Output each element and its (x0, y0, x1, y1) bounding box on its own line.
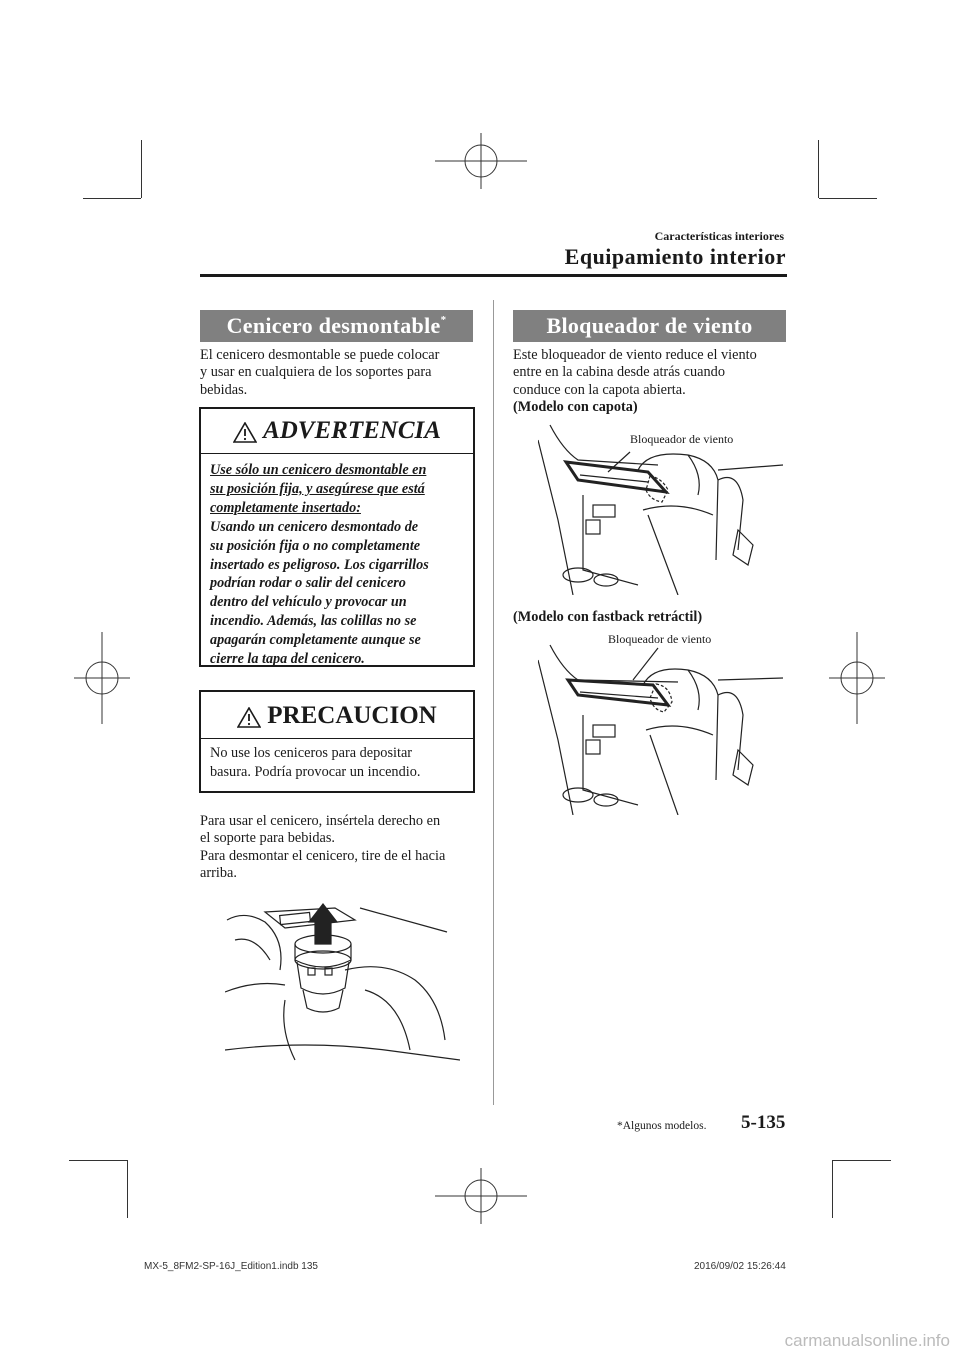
section-label: Características interiores (654, 229, 784, 243)
page-number: 5-135 (741, 1112, 786, 1133)
imprint-file: MX-5_8FM2-SP-16J_Edition1.indb 135 (144, 1261, 318, 1272)
figure-callout: Bloqueador de viento (630, 432, 734, 446)
header-rule (200, 274, 787, 277)
column-divider (493, 300, 494, 1105)
caution-line: basura. Podría provocar un incendio. (210, 764, 421, 780)
box-rule (201, 453, 473, 454)
caution-box (199, 690, 475, 793)
registration-target-icon (435, 1168, 527, 1224)
text-line: el soporte para bebidas. (200, 830, 335, 847)
warning-heading (201, 417, 473, 445)
section-banner-ashtray (200, 310, 473, 342)
box-rule (201, 738, 473, 739)
warning-box (199, 407, 475, 667)
text-line: entre en la cabina desde atrás cuando (513, 364, 725, 381)
caution-heading (201, 702, 473, 730)
warning-triangle-icon (233, 422, 257, 443)
registration-target-icon (435, 133, 527, 189)
footnote: *Algunos modelos. (617, 1120, 707, 1132)
watermark: carmanualsonline.info (784, 1331, 950, 1350)
caution-body (210, 744, 472, 782)
text-line: bebidas. (200, 381, 248, 398)
warning-line: su posición fija, y asegúrese que está (210, 480, 425, 497)
imprint-date: 2016/09/02 15:26:44 (694, 1261, 786, 1272)
warning-line: incendio. Además, las colillas no se (210, 613, 417, 630)
text-line: arriba. (200, 864, 237, 881)
warning-line: cierre la tapa del cenicero. (210, 651, 365, 668)
text-line: Para desmontar el cenicero, tire de el hacia (200, 847, 446, 864)
ashtray-illustration (225, 900, 460, 1070)
text-line: y usar en cualquiera de los soportes para (200, 364, 432, 381)
text-line: Para usar el cenicero, insértela derecho en (200, 813, 441, 829)
warning-line: Usando un cenicero desmontado de (210, 518, 419, 535)
warning-line: Use sólo un cenicero desmontable en (210, 462, 427, 478)
text-line: Este bloqueador de viento reduce el viento (513, 347, 757, 363)
ashtray-intro (200, 347, 475, 399)
wind-blocker-intro (513, 347, 793, 416)
retractable-fastback-illustration (538, 640, 783, 815)
warning-line: podrían rodar o salir del cenicero (210, 575, 406, 592)
warning-line: su posición fija o no completamente (210, 537, 421, 554)
figure-callout: Bloqueador de viento (608, 632, 712, 646)
ashtray-instructions (200, 813, 480, 882)
warning-line: apagarán completamente aunque se (210, 632, 421, 649)
page-title: Equipamiento interior (564, 244, 786, 269)
banner-title: Cenicero desmontable (226, 313, 441, 338)
text-line: El cenicero desmontable se puede colocar (200, 347, 440, 363)
warning-body (210, 461, 472, 669)
warning-line: completamente insertado: (210, 499, 361, 516)
model-heading: (Modelo con capota) (513, 398, 638, 415)
model-heading: (Modelo con fastback retráctil) (513, 609, 703, 625)
section-banner-wind-blocker (513, 310, 786, 342)
caution-line: No use los ceniceros para depositar (210, 745, 413, 761)
banner-title: Bloqueador de viento (546, 313, 753, 338)
warning-line: insertado es peligroso. Los cigarrillos (210, 556, 429, 573)
caution-triangle-icon (237, 707, 261, 728)
warning-line: dentro del vehículo y provocar un (210, 594, 407, 611)
caution-heading-text: PRECAUCION (267, 702, 437, 729)
text-line: conduce con la capota abierta. (513, 381, 686, 398)
soft-top-illustration (538, 420, 783, 595)
registration-target-icon (829, 632, 885, 724)
optional-mark: * (440, 314, 447, 326)
warning-heading-text: ADVERTENCIA (263, 417, 441, 444)
registration-target-icon (74, 632, 130, 724)
